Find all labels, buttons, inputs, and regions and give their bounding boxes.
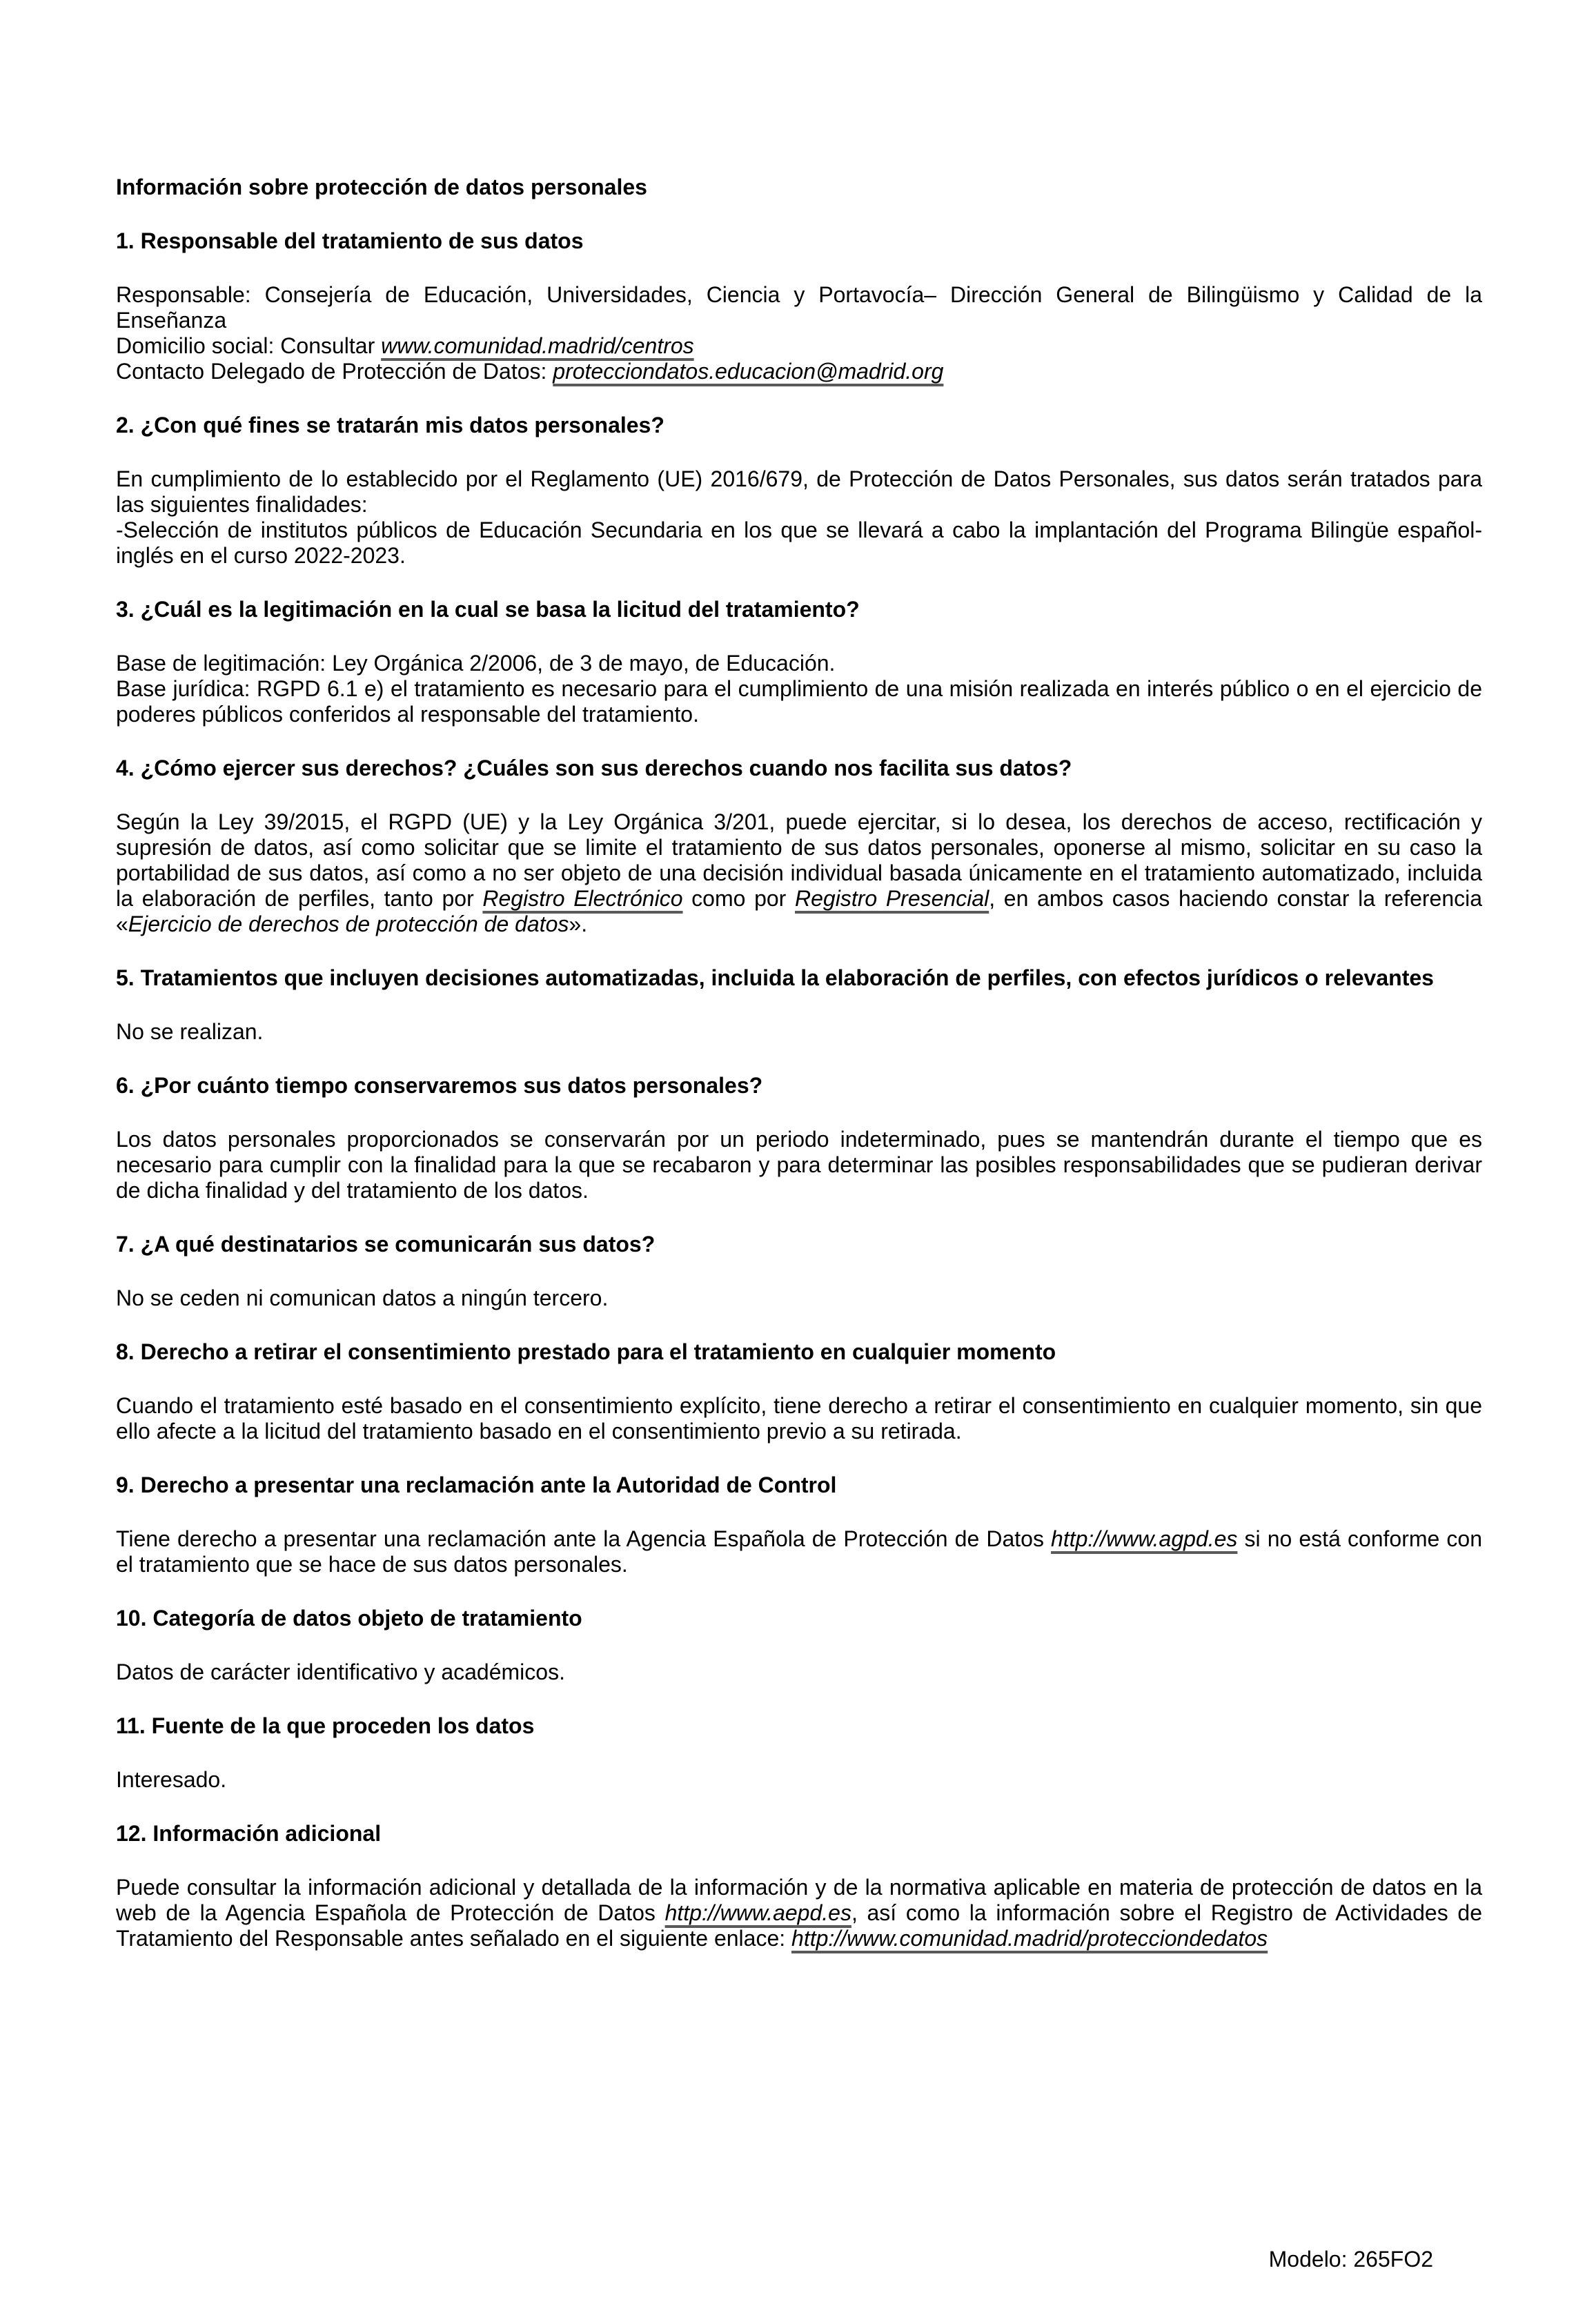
text-run: ». — [569, 912, 588, 936]
text-run: Base de legitimación: Ley Orgánica 2/2006, de 3 de mayo, de Educación. — [116, 651, 836, 676]
section-3 — [116, 597, 1482, 727]
text-run: , en ambos casos haciendo constar la referencia « — [116, 886, 1483, 936]
paragraph — [116, 1127, 1482, 1203]
section-4 — [116, 756, 1482, 937]
text-run: Puede consultar la información adicional y detallada de la información y de la normativa aplicable en materia de protección de datos en la web de la Agencia Española de Protección de Datos — [116, 1875, 1482, 1925]
text-run: Según la Ley 39/2015, el RGPD (UE) y la Ley Orgánica 3/201, puede ejercitar, si lo desea, los derechos de acceso, rectificación y supresión de datos, así como solicitar que se limite el tratamiento de sus datos personales, oponerse al mismo, solicitar en su caso la portabilidad de sus datos, así como a no ser objeto de una decisión individual basada únicamente en el tratamiento automatizado, incluida la elaboración de perfiles, tanto por — [116, 809, 1482, 911]
page-title: Información sobre protección de datos personales — [116, 175, 647, 199]
section-2 — [116, 413, 1482, 569]
paragraph — [116, 1767, 1482, 1793]
section-body — [116, 466, 1482, 569]
section-heading: 5. Tratamientos que incluyen decisiones automatizadas, incluida la elaboración de perfiles, con efectos jurídicos o relevantes — [116, 965, 1434, 990]
section-12 — [116, 1821, 1482, 1951]
text-run: Responsable: Consejería de Educación, Universidades, Ciencia y Portavocía– Dirección General de Bilingüismo y Calidad de la Enseñanza — [116, 282, 1482, 333]
text-run: Los datos personales proporcionados se conservarán por un periodo indeterminado, pues se mantendrán durante el tiempo que es necesario para cumplir con la finalidad para la que se recabaron y para determinar las posibles responsabilidades que se pudieran derivar de dicha finalidad y del tratamiento de los datos. — [116, 1127, 1482, 1203]
paragraph — [116, 1019, 1482, 1045]
section-7 — [116, 1232, 1482, 1311]
section-body — [116, 1526, 1482, 1577]
link[interactable]: Registro Electrónico — [482, 886, 683, 911]
section-body — [116, 282, 1482, 384]
text-run: En cumplimiento de lo establecido por el Reglamento (UE) 2016/679, de Protección de Datos Personales, sus datos serán tratados para las siguientes finalidades: — [116, 466, 1482, 517]
link[interactable]: protecciondatos.educacion@madrid.org — [553, 359, 944, 384]
paragraph — [116, 1660, 1482, 1685]
paragraph — [116, 359, 1482, 384]
paragraph — [116, 1875, 1482, 1951]
section-heading: 1. Responsable del tratamiento de sus datos — [116, 228, 584, 253]
section-heading: 2. ¿Con qué fines se tratarán mis datos personales? — [116, 413, 664, 437]
paragraph — [116, 651, 1482, 676]
section-1 — [116, 228, 1482, 384]
text-run: -Selección de institutos públicos de Educación Secundaria en los que se llevará a cabo la implantación del Programa Bilingüe español-inglés en el curso 2022-2023. — [116, 518, 1482, 568]
section-heading: 4. ¿Cómo ejercer sus derechos? ¿Cuáles son sus derechos cuando nos facilita sus datos? — [116, 756, 1072, 780]
section-11 — [116, 1713, 1482, 1793]
text-run: Contacto Delegado de Protección de Datos: — [116, 359, 553, 384]
text-run: No se ceden ni comunican datos a ningún tercero. — [116, 1286, 609, 1310]
section-heading: 8. Derecho a retirar el consentimiento prestado para el tratamiento en cualquier momento — [116, 1339, 1056, 1364]
link[interactable]: http://www.agpd.es — [1051, 1526, 1238, 1551]
section-body — [116, 1127, 1482, 1203]
section-body — [116, 1875, 1482, 1951]
paragraph — [116, 333, 1482, 359]
text-run: Cuando el tratamiento esté basado en el consentimiento explícito, tiene derecho a retirar el consentimiento en cualquier momento, sin que ello afecte a la licitud del tratamiento basado en el consentimiento previo a su retirada. — [116, 1393, 1482, 1444]
section-heading: 11. Fuente de la que proceden los datos — [116, 1713, 535, 1738]
link[interactable]: http://www.aepd.es — [664, 1900, 851, 1925]
section-heading: 6. ¿Por cuánto tiempo conservaremos sus datos personales? — [116, 1073, 763, 1098]
model-code-footer: Modelo: 265FO2 — [1268, 2247, 1433, 2272]
text-run: Base jurídica: RGPD 6.1 e) el tratamiento es necesario para el cumplimiento de una misión realizada en interés público o en el ejercicio de poderes públicos conferidos al responsable del tratamiento. — [116, 676, 1482, 727]
section-heading: 10. Categoría de datos objeto de tratamiento — [116, 1606, 582, 1631]
section-heading: 12. Información adicional — [116, 1821, 382, 1846]
paragraph — [116, 809, 1482, 937]
italic-reference-text: Ejercicio de derechos de protección de datos — [128, 912, 569, 936]
section-body — [116, 1767, 1482, 1793]
text-run: No se realizan. — [116, 1019, 264, 1044]
link[interactable]: http://www.comunidad.madrid/protecciondedatos — [791, 1926, 1268, 1951]
paragraph — [116, 1526, 1482, 1577]
section-heading: 9. Derecho a presentar una reclamación ante la Autoridad de Control — [116, 1473, 837, 1497]
text-run: como por — [682, 886, 795, 911]
paragraph — [116, 1286, 1482, 1311]
paragraph — [116, 676, 1482, 727]
section-5 — [116, 965, 1482, 1045]
paragraph — [116, 1393, 1482, 1444]
paragraph — [116, 518, 1482, 569]
document-content — [116, 175, 1482, 1980]
section-heading: 3. ¿Cuál es la legitimación en la cual se basa la licitud del tratamiento? — [116, 597, 860, 622]
section-10 — [116, 1606, 1482, 1685]
section-6 — [116, 1073, 1482, 1203]
section-body — [116, 651, 1482, 727]
section-heading: 7. ¿A qué destinatarios se comunicarán sus datos? — [116, 1232, 656, 1257]
paragraph — [116, 282, 1482, 333]
text-run: Interesado. — [116, 1767, 227, 1792]
section-body — [116, 1019, 1482, 1045]
section-9 — [116, 1473, 1482, 1577]
text-run: Tiene derecho a presentar una reclamación ante la Agencia Española de Protección de Datos — [116, 1526, 1052, 1551]
section-body — [116, 809, 1482, 937]
text-run: Domicilio social: Consultar — [116, 333, 382, 358]
paragraph — [116, 466, 1482, 518]
text-run: , así como la información sobre el Registro de Actividades de Tratamiento del Responsable antes señalado en el siguiente enlace: — [116, 1900, 1483, 1951]
link[interactable]: www.comunidad.madrid/centros — [381, 333, 694, 358]
section-8 — [116, 1339, 1482, 1444]
section-body — [116, 1660, 1482, 1685]
link[interactable]: Registro Presencial — [795, 886, 989, 911]
text-run: Datos de carácter identificativo y académicos. — [116, 1660, 565, 1684]
section-body — [116, 1393, 1482, 1444]
section-body — [116, 1286, 1482, 1311]
text-run: si no está conforme con el tratamiento que se hace de sus datos personales. — [116, 1526, 1483, 1577]
